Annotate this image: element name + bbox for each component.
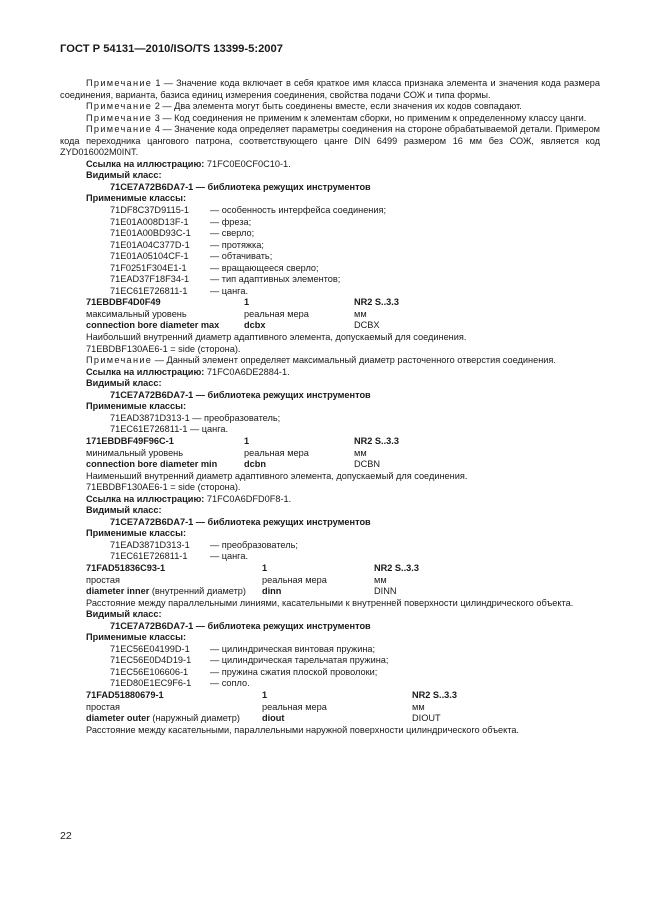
class-item: 71EC61E726811-1 — цанга. [110, 424, 229, 435]
class-item: 71DF8C37D9115-1 — особенность интерфейса соединения; [110, 205, 387, 216]
page-number: 22 [60, 830, 72, 842]
definition-text: Наименьший внутренний диаметр адаптивного элемента, допускаемый для соединения. [86, 470, 468, 481]
class-item: 71E01A00BD93C-1 — сверло; [110, 228, 255, 239]
property-name-row: connection bore diameter min dcbn DCBN [86, 459, 381, 470]
note-paragraph: Примечание 3 — Код соединения не применим к элементам сборки, но применим к определенному классу цанги. [86, 112, 587, 123]
note-paragraph: Примечание 1 — Значение кода включает в себя краткое имя класса признака элемента и значения кода размера соединения, варианта, базиса единиц измерения соединения, свойства подачи СОЖ и типа формы. [60, 78, 600, 100]
class-item: 71E01A04C377D-1 — протяжка; [110, 239, 264, 250]
class-item: 71EC56E106606-1 — пружина сжатия плоской проволоки; [110, 666, 378, 677]
visible-class-value: 71CE7A72B6DA7-1 — библиотека режущих инструментов [110, 181, 371, 192]
class-item: 71E01A05104CF-1 — обтачивать; [110, 251, 273, 262]
visible-class-value: 71CE7A72B6DA7-1 — библиотека режущих инструментов [110, 389, 371, 400]
applicable-classes-label: Применимые классы: [86, 193, 187, 204]
visible-class-label: Видимый класс: [86, 609, 162, 620]
class-item: 71E01A008D13F-1 — фреза; [110, 216, 252, 227]
definition-text: Расстояние между касательными, параллельными наружной поверхности цилиндрического объекта. [86, 724, 519, 735]
note-paragraph: Примечание 2 — Два элемента могут быть соединены вместе, если значения их кодов совпадают. [86, 101, 522, 112]
property-name-row: connection bore diameter max dcbx DCBX [86, 320, 380, 331]
side-text: 71EBDBF130AE6-1 = side (сторона). [86, 482, 241, 493]
side-text: 71EBDBF130AE6-1 = side (сторона). [86, 343, 241, 354]
visible-class-label: Видимый класс: [86, 378, 162, 389]
property-name-row: diameter outer (наружный диаметр) diout DIOUT [86, 713, 441, 724]
property-id-row: 171EBDBF49F96C-1 1 NR2 S..3.3 [86, 435, 399, 446]
property-level-row: максимальный уровень реальная мера мм [86, 308, 367, 319]
illustration-ref: Ссылка на иллюстрацию: 71FC0A6DE2884-1. [86, 366, 290, 377]
class-item: 71EC56E0D4D19-1 — цилиндрическая тарельчатая пружина; [110, 655, 389, 666]
standard-header: ГОСТ Р 54131—2010/ISO/TS 13399-5:2007 [60, 43, 283, 55]
property-id-row: 71EBDBF4D0F49 1 NR2 S..3.3 [86, 297, 399, 308]
applicable-classes-label: Применимые классы: [86, 632, 187, 643]
class-item: 71F0251F304E1-1 — вращающееся сверло; [110, 262, 319, 273]
class-item: 71EC61E726811-1 — цанга. [110, 551, 248, 562]
applicable-classes-label: Применимые классы: [86, 528, 187, 539]
class-item: 71EC61E726811-1 — цанга. [110, 285, 248, 296]
property-level-row: минимальный уровень реальная мера мм [86, 447, 367, 458]
property-level-row: простая реальная мера мм [86, 701, 425, 712]
illustration-ref: Ссылка на иллюстрацию: 71FC0E0CF0C10-1. [86, 158, 291, 169]
property-id-row: 71FAD51880679-1 1 NR2 S..3.3 [86, 689, 457, 700]
property-id-row: 71FAD51836C93-1 1 NR2 S..3.3 [86, 562, 419, 573]
property-name-row: diameter inner (внутренний диаметр) dinn DINN [86, 586, 397, 597]
definition-text: Расстояние между параллельными линиями, касательными к внутренней поверхности цилиндрического объекта. [86, 597, 574, 608]
class-item: 71ED80E1EC9F6-1 — сопло. [110, 678, 250, 689]
visible-class-label: Видимый класс: [86, 505, 162, 516]
class-item: 71EAD3871D313-1 — преобразователь; [110, 539, 298, 550]
visible-class-label: Видимый класс: [86, 170, 162, 181]
illustration-ref: Ссылка на иллюстрацию: 71FC0A6DFD0F8-1. [86, 493, 292, 504]
class-item: 71EAD3871D313-1 — преобразователь; [110, 412, 281, 423]
note-paragraph: Примечание — Данный элемент определяет максимальный диаметр расточенного отверстия соединения. [86, 355, 556, 366]
class-item: 71EAD37F18F34-1 — тип адаптивных элементов; [110, 274, 341, 285]
applicable-classes-label: Применимые классы: [86, 401, 187, 412]
class-item: 71EC56E04199D-1 — цилиндрическая винтовая пружина; [110, 643, 376, 654]
visible-class-value: 71CE7A72B6DA7-1 — библиотека режущих инструментов [110, 516, 371, 527]
visible-class-value: 71CE7A72B6DA7-1 — библиотека режущих инструментов [110, 620, 371, 631]
property-level-row: простая реальная мера мм [86, 574, 387, 585]
definition-text: Наибольший внутренний диаметр адаптивного элемента, допускаемый для соединения. [86, 332, 467, 343]
note-paragraph: Примечание 4 — Значение кода определяет параметры соединения на стороне обрабатываемой детали. Примером кода переходника цангового патрона, соответствующего цанге DIN 6499 размером 16 мм без СОЖ, является код ZYD016002M0INT. [60, 124, 600, 158]
document-body [60, 78, 600, 736]
